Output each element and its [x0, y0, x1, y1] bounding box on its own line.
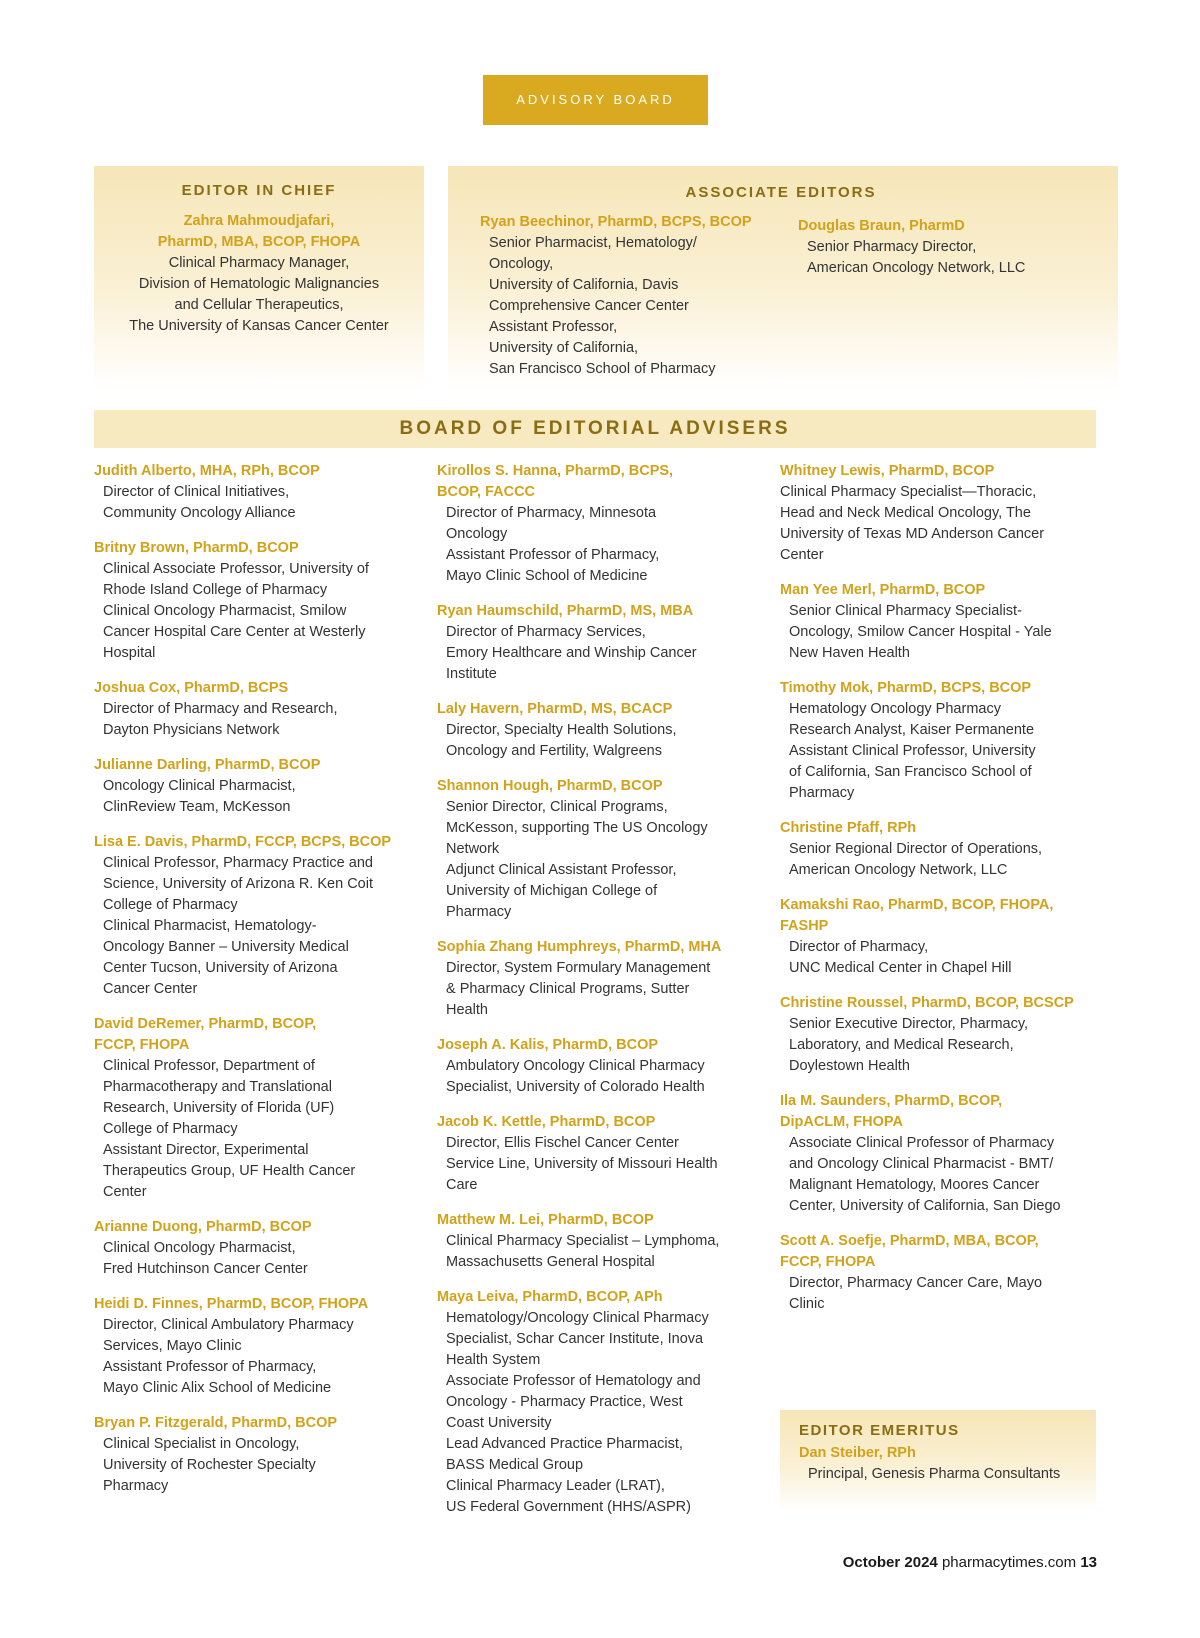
- adviser-name: Lisa E. Davis, PharmD, FCCP, BCPS, BCOP: [94, 834, 392, 850]
- adviser-detail: Associate Professor of Hematology and: [446, 1373, 701, 1389]
- editor-emeritus-detail: Principal, Genesis Pharma Consultants: [808, 1466, 1061, 1482]
- adviser-name: Julianne Darling, PharmD, BCOP: [94, 757, 321, 773]
- associate-editor-detail: University of California,: [489, 340, 639, 356]
- associate-editor-detail: Senior Pharmacy Director,: [807, 239, 977, 255]
- associate-editor-detail: Oncology,: [489, 256, 554, 272]
- adviser-detail: Service Line, University of Missouri Health: [446, 1156, 718, 1172]
- adviser-detail: Hospital: [103, 645, 156, 661]
- associate-editors-title: ASSOCIATE EDITORS: [685, 184, 877, 201]
- adviser-detail: Clinical Oncology Pharmacist,: [103, 1240, 296, 1256]
- associate-editor-detail: Senior Pharmacist, Hematology/: [489, 235, 697, 251]
- adviser-name: Christine Roussel, PharmD, BCOP, BCSCP: [780, 995, 1074, 1011]
- adviser-name: Matthew M. Lei, PharmD, BCOP: [437, 1212, 654, 1228]
- adviser-entry: [437, 461, 757, 587]
- advisers-column-3: [780, 461, 1100, 1329]
- adviser-detail: Pharmacy: [103, 1478, 169, 1494]
- adviser-detail: and Oncology Clinical Pharmacist - BMT/: [789, 1156, 1054, 1172]
- page-footer: [843, 1554, 1097, 1571]
- adviser-detail: University of Michigan College of: [446, 883, 658, 899]
- associate-editor-detail: University of California, Davis: [489, 277, 679, 293]
- adviser-detail: Pharmacy: [446, 904, 512, 920]
- adviser-detail: Director, Specialty Health Solutions,: [446, 722, 677, 738]
- adviser-name: Britny Brown, PharmD, BCOP: [94, 540, 299, 556]
- editor-in-chief-title: EDITOR IN CHIEF: [181, 182, 337, 199]
- adviser-name: Kamakshi Rao, PharmD, BCOP, FHOPA,: [780, 897, 1054, 913]
- adviser-detail: Specialist, Schar Cancer Institute, Inova: [446, 1331, 704, 1347]
- adviser-entry: [94, 461, 414, 524]
- adviser-name: Timothy Mok, PharmD, BCPS, BCOP: [780, 680, 1032, 696]
- section-tag: ADVISORY BOARD: [483, 75, 708, 125]
- adviser-name: FASHP: [780, 918, 829, 934]
- adviser-detail: BASS Medical Group: [446, 1457, 584, 1473]
- adviser-name: Christine Pfaff, RPh: [780, 820, 917, 836]
- footer-page-number: 13: [1080, 1554, 1097, 1571]
- adviser-detail: of California, San Francisco School of: [789, 764, 1032, 780]
- adviser-name: Joseph A. Kalis, PharmD, BCOP: [437, 1037, 659, 1053]
- adviser-detail: Director of Pharmacy Services,: [446, 624, 646, 640]
- adviser-detail: Doylestown Health: [789, 1058, 910, 1074]
- adviser-entry: [437, 601, 757, 685]
- adviser-detail: College of Pharmacy: [103, 1121, 238, 1137]
- adviser-detail: Assistant Professor of Pharmacy,: [103, 1359, 317, 1375]
- adviser-detail: McKesson, supporting The US Oncology: [446, 820, 708, 836]
- adviser-detail: Pharmacy: [789, 785, 855, 801]
- adviser-name: FCCP, FHOPA: [94, 1037, 190, 1053]
- adviser-detail: Director of Pharmacy and Research,: [103, 701, 338, 717]
- adviser-detail: American Oncology Network, LLC: [789, 862, 1008, 878]
- adviser-detail: Clinical Pharmacy Leader (LRAT),: [446, 1478, 665, 1494]
- adviser-detail: Institute: [446, 666, 497, 682]
- adviser-detail: Oncology and Fertility, Walgreens: [446, 743, 662, 759]
- adviser-detail: Assistant Director, Experimental: [103, 1142, 309, 1158]
- adviser-entry: [94, 755, 414, 818]
- advisers-column-2: [437, 461, 757, 1532]
- adviser-detail: Emory Healthcare and Winship Cancer: [446, 645, 697, 661]
- adviser-entry: [780, 461, 1100, 566]
- adviser-detail: Head and Neck Medical Oncology, The: [780, 505, 1031, 521]
- adviser-detail: Malignant Hematology, Moores Cancer: [789, 1177, 1040, 1193]
- editor-in-chief-panel: [94, 166, 424, 390]
- editor-in-chief-name-line: Zahra Mahmoudjafari,: [183, 213, 335, 229]
- adviser-detail: Pharmacotherapy and Translational: [103, 1079, 332, 1095]
- adviser-entry: [437, 1035, 757, 1098]
- adviser-detail: Director of Pharmacy, Minnesota: [446, 505, 657, 521]
- adviser-entry: [437, 776, 757, 923]
- adviser-entry: [94, 832, 414, 1000]
- adviser-name: Bryan P. Fitzgerald, PharmD, BCOP: [94, 1415, 338, 1431]
- adviser-entry: [780, 1091, 1100, 1217]
- adviser-detail: Oncology Banner – University Medical: [103, 939, 349, 955]
- adviser-detail: Center, University of California, San Diego: [789, 1198, 1061, 1214]
- adviser-name: Kirollos S. Hanna, PharmD, BCPS,: [437, 463, 674, 479]
- adviser-detail: Clinical Oncology Pharmacist, Smilow: [103, 603, 347, 619]
- associate-editor-name: Ryan Beechinor, PharmD, BCPS, BCOP: [480, 214, 752, 230]
- associate-editor-name: Douglas Braun, PharmD: [798, 218, 965, 234]
- adviser-detail: Adjunct Clinical Assistant Professor,: [446, 862, 677, 878]
- associate-editor-detail: San Francisco School of Pharmacy: [489, 361, 716, 377]
- adviser-detail: Coast University: [446, 1415, 552, 1431]
- adviser-name: Jacob K. Kettle, PharmD, BCOP: [437, 1114, 656, 1130]
- adviser-detail: Community Oncology Alliance: [103, 505, 296, 521]
- adviser-detail: Senior Director, Clinical Programs,: [446, 799, 668, 815]
- adviser-detail: Director, Clinical Ambulatory Pharmacy: [103, 1317, 354, 1333]
- adviser-detail: College of Pharmacy: [103, 897, 238, 913]
- adviser-detail: Clinical Pharmacy Specialist – Lymphoma,: [446, 1233, 720, 1249]
- adviser-detail: University of Texas MD Anderson Cancer: [780, 526, 1045, 542]
- adviser-detail: Center Tucson, University of Arizona: [103, 960, 338, 976]
- adviser-name: Ryan Haumschild, PharmD, MS, MBA: [437, 603, 694, 619]
- adviser-detail: Oncology, Smilow Cancer Hospital - Yale: [789, 624, 1052, 640]
- adviser-detail: Cancer Hospital Care Center at Westerly: [103, 624, 366, 640]
- adviser-detail: Massachusetts General Hospital: [446, 1254, 655, 1270]
- adviser-entry: [780, 1231, 1100, 1315]
- adviser-entry: [780, 678, 1100, 804]
- adviser-detail: Mayo Clinic Alix School of Medicine: [103, 1380, 332, 1396]
- adviser-detail: Director of Pharmacy,: [789, 939, 929, 955]
- advisers-column-1: [94, 461, 414, 1511]
- adviser-name: Maya Leiva, PharmD, BCOP, APh: [437, 1289, 663, 1305]
- associate-editor-detail: Comprehensive Cancer Center: [489, 298, 689, 314]
- adviser-detail: Senior Clinical Pharmacy Specialist-: [789, 603, 1022, 619]
- adviser-entry: [94, 1217, 414, 1280]
- adviser-name: FCCP, FHOPA: [780, 1254, 876, 1270]
- editor-in-chief-detail: Division of Hematologic Malignancies: [138, 276, 380, 292]
- adviser-entry: [437, 699, 757, 762]
- adviser-detail: Clinical Professor, Pharmacy Practice and: [103, 855, 373, 871]
- adviser-entry: [94, 1294, 414, 1399]
- adviser-detail: Clinic: [789, 1296, 825, 1312]
- adviser-entry: [780, 993, 1100, 1077]
- editor-emeritus-panel: [780, 1410, 1096, 1512]
- adviser-entry: [94, 1413, 414, 1497]
- adviser-entry: [437, 1210, 757, 1273]
- adviser-detail: Senior Regional Director of Operations,: [789, 841, 1043, 857]
- adviser-detail: Network: [446, 841, 500, 857]
- adviser-name: Arianne Duong, PharmD, BCOP: [94, 1219, 312, 1235]
- adviser-detail: Fred Hutchinson Cancer Center: [103, 1261, 308, 1277]
- editor-in-chief-detail: and Cellular Therapeutics,: [174, 297, 344, 313]
- adviser-name: Laly Havern, PharmD, MS, BCACP: [437, 701, 673, 717]
- adviser-name: Man Yee Merl, PharmD, BCOP: [780, 582, 986, 598]
- adviser-detail: Research Analyst, Kaiser Permanente: [789, 722, 1035, 738]
- adviser-detail: UNC Medical Center in Chapel Hill: [789, 960, 1012, 976]
- adviser-detail: Senior Executive Director, Pharmacy,: [789, 1016, 1029, 1032]
- adviser-detail: Assistant Clinical Professor, University: [789, 743, 1036, 759]
- adviser-detail: Mayo Clinic School of Medicine: [446, 568, 648, 584]
- adviser-detail: Clinical Pharmacy Specialist—Thoracic,: [780, 484, 1037, 500]
- adviser-detail: Care: [446, 1177, 478, 1193]
- associate-editor-detail: Assistant Professor,: [489, 319, 618, 335]
- adviser-entry: [437, 937, 757, 1021]
- adviser-detail: Ambulatory Oncology Clinical Pharmacy: [446, 1058, 705, 1074]
- adviser-entry: [94, 678, 414, 741]
- adviser-detail: Services, Mayo Clinic: [103, 1338, 242, 1354]
- adviser-detail: Therapeutics Group, UF Health Cancer: [103, 1163, 356, 1179]
- editor-emeritus-title: EDITOR EMERITUS: [799, 1422, 960, 1439]
- adviser-detail: Rhode Island College of Pharmacy: [103, 582, 328, 598]
- adviser-detail: Cancer Center: [103, 981, 198, 997]
- adviser-detail: Oncology: [446, 526, 508, 542]
- adviser-detail: Research, University of Florida (UF): [103, 1100, 335, 1116]
- adviser-detail: Center: [103, 1184, 147, 1200]
- adviser-detail: Specialist, University of Colorado Health: [446, 1079, 705, 1095]
- adviser-detail: Health System: [446, 1352, 541, 1368]
- adviser-name: DipACLM, FHOPA: [780, 1114, 903, 1130]
- adviser-detail: Oncology Clinical Pharmacist,: [103, 778, 296, 794]
- adviser-detail: Clinical Specialist in Oncology,: [103, 1436, 300, 1452]
- adviser-detail: Clinical Pharmacist, Hematology-: [103, 918, 317, 934]
- editor-in-chief-detail: The University of Kansas Cancer Center: [129, 318, 389, 334]
- adviser-detail: Science, University of Arizona R. Ken Coit: [103, 876, 373, 892]
- editor-emeritus-name: Dan Steiber, RPh: [799, 1445, 916, 1461]
- adviser-name: Judith Alberto, MHA, RPh, BCOP: [94, 463, 320, 479]
- adviser-detail: Hematology Oncology Pharmacy: [789, 701, 1001, 717]
- adviser-detail: Health: [446, 1002, 488, 1018]
- adviser-name: Sophia Zhang Humphreys, PharmD, MHA: [437, 939, 722, 955]
- adviser-detail: Associate Clinical Professor of Pharmacy: [789, 1135, 1055, 1151]
- adviser-name: BCOP, FACCC: [437, 484, 536, 500]
- adviser-detail: Director, Pharmacy Cancer Care, Mayo: [789, 1275, 1043, 1291]
- adviser-name: David DeRemer, PharmD, BCOP,: [94, 1016, 317, 1032]
- adviser-detail: Oncology - Pharmacy Practice, West: [446, 1394, 683, 1410]
- adviser-entry: [437, 1287, 757, 1518]
- adviser-name: Whitney Lewis, PharmD, BCOP: [780, 463, 995, 479]
- adviser-entry: [780, 818, 1100, 881]
- adviser-entry: [437, 1112, 757, 1196]
- adviser-name: Scott A. Soefje, PharmD, MBA, BCOP,: [780, 1233, 1039, 1249]
- adviser-entry: [780, 580, 1100, 664]
- associate-editor-2: [798, 216, 1098, 279]
- adviser-name: Heidi D. Finnes, PharmD, BCOP, FHOPA: [94, 1296, 369, 1312]
- adviser-detail: Lead Advanced Practice Pharmacist,: [446, 1436, 683, 1452]
- editor-in-chief-name-line: PharmD, MBA, BCOP, FHOPA: [157, 234, 361, 250]
- adviser-detail: & Pharmacy Clinical Programs, Sutter: [446, 981, 690, 997]
- footer-date: October 2024: [842, 1554, 938, 1571]
- adviser-detail: Director, System Formulary Management: [446, 960, 711, 976]
- adviser-entry: [94, 538, 414, 664]
- adviser-detail: Laboratory, and Medical Research,: [789, 1037, 1014, 1053]
- associate-editor-1: [480, 212, 790, 380]
- adviser-detail: New Haven Health: [789, 645, 910, 661]
- adviser-detail: Center: [780, 547, 824, 563]
- associate-editors-panel: [448, 166, 1118, 390]
- adviser-detail: University of Rochester Specialty: [103, 1457, 316, 1473]
- adviser-detail: Hematology/Oncology Clinical Pharmacy: [446, 1310, 709, 1326]
- adviser-detail: US Federal Government (HHS/ASPR): [446, 1499, 691, 1515]
- adviser-detail: Clinical Professor, Department of: [103, 1058, 315, 1074]
- adviser-name: Ila M. Saunders, PharmD, BCOP,: [780, 1093, 1003, 1109]
- adviser-name: Shannon Hough, PharmD, BCOP: [437, 778, 663, 794]
- adviser-detail: Director, Ellis Fischel Cancer Center: [446, 1135, 679, 1151]
- adviser-detail: ClinReview Team, McKesson: [103, 799, 291, 815]
- board-title: BOARD OF EDITORIAL ADVISERS: [94, 410, 1096, 448]
- adviser-detail: Dayton Physicians Network: [103, 722, 280, 738]
- editor-in-chief-detail: Clinical Pharmacy Manager,: [168, 255, 350, 271]
- adviser-detail: Director of Clinical Initiatives,: [103, 484, 290, 500]
- footer-site: pharmacytimes.com: [941, 1554, 1077, 1571]
- adviser-detail: Clinical Associate Professor, University of: [103, 561, 369, 577]
- associate-editor-detail: American Oncology Network, LLC: [807, 260, 1026, 276]
- adviser-name: Joshua Cox, PharmD, BCPS: [94, 680, 289, 696]
- adviser-entry: [94, 1014, 414, 1203]
- adviser-detail: Assistant Professor of Pharmacy,: [446, 547, 660, 563]
- adviser-entry: [780, 895, 1100, 979]
